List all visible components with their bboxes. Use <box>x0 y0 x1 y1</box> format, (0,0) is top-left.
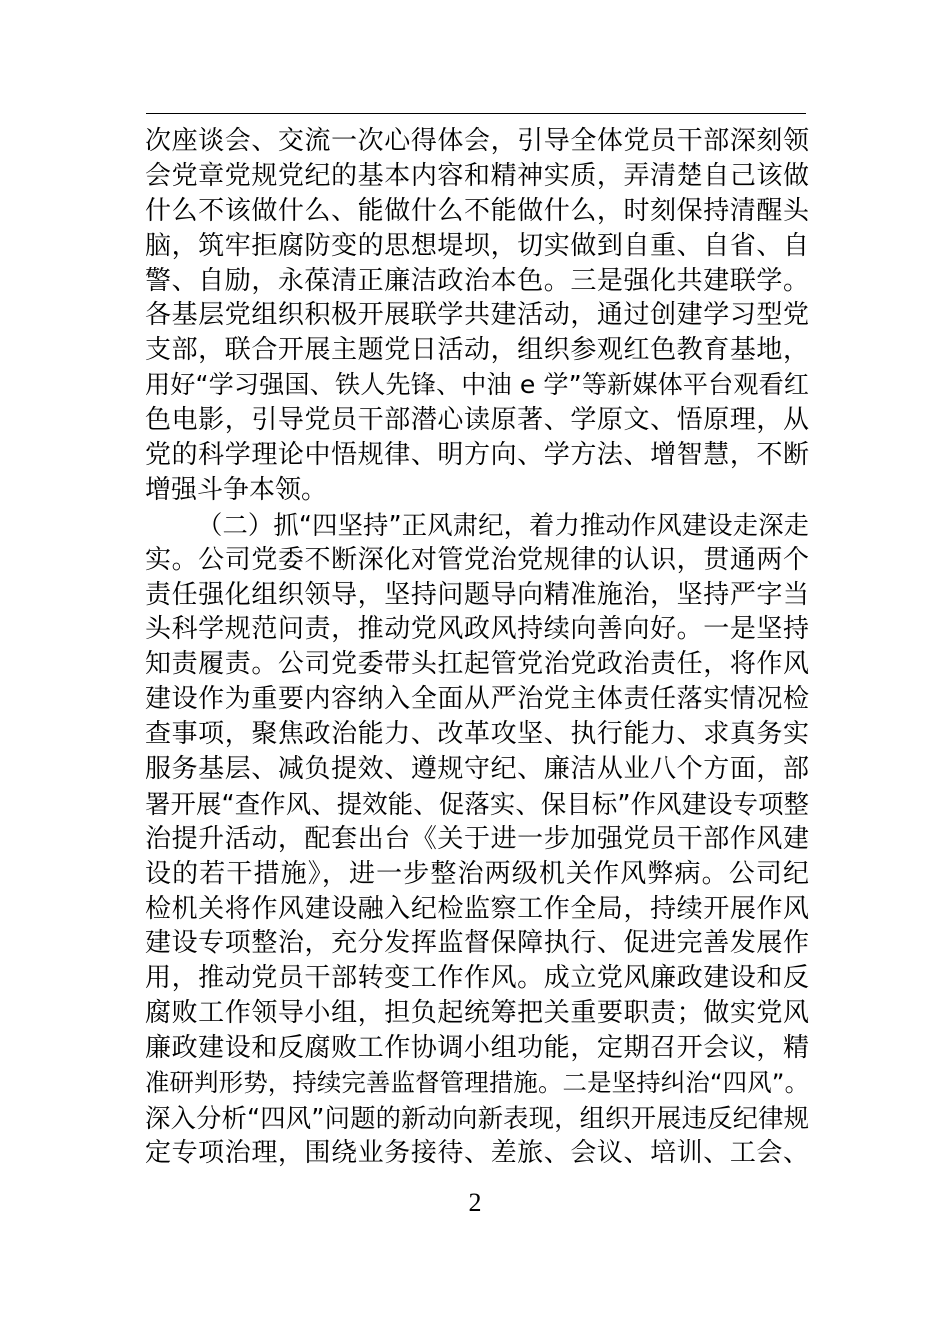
page-number: 2 <box>468 1188 482 1217</box>
body-text <box>145 124 809 1171</box>
text-line: 头科学规范问责，推动党风政风持续向善向好。一是坚持 <box>145 614 809 645</box>
text-line: 色电影，引导党员干部潜心读原著、学原文、悟原理，从 <box>145 405 809 436</box>
text-line: 警、自励，永葆清正廉洁政治本色。三是强化共建联学。 <box>145 265 809 296</box>
text-line: 定专项治理，围绕业务接待、差旅、会议、培训、工会、 <box>145 1137 809 1168</box>
text-line: 治提升活动，配套出台《关于进一步加强党员干部作风建 <box>145 823 809 854</box>
text-line: 服务基层、减负提效、遵规守纪、廉洁从业八个方面，部 <box>145 754 809 785</box>
text-line: 建设专项整治，充分发挥监督保障执行、促进完善发展作 <box>145 928 809 959</box>
text-line: 知责履责。公司党委带头扛起管党治党政治责任，将作风 <box>145 649 809 680</box>
text-line: 次座谈会、交流一次心得体会，引导全体党员干部深刻领 <box>145 126 809 156</box>
text-line: 署开展“查作风、提效能、促落实、保目标”作风建设专项整 <box>145 788 809 819</box>
paragraph-heading-line: （二）抓“四坚持”正风肃纪，着力推动作风建设走深走 <box>197 509 809 540</box>
text-line: 设的若干措施》，进一步整治两级机关作风弊病。公司纪 <box>145 858 809 889</box>
text-line: 腐败工作领导小组，担负起统筹把关重要职责；做实党风 <box>145 998 809 1029</box>
header-rule <box>146 113 806 114</box>
text-line: 什么不该做什么、能做什么不能做什么，时刻保持清醒头 <box>145 195 809 226</box>
text-line: 脑，筑牢拒腐防变的思想堤坝，切实做到自重、自省、自 <box>145 230 809 261</box>
text-line: 党的科学理论中悟规律、明方向、学方法、增智慧，不断 <box>145 440 809 471</box>
text-line: 实。公司党委不断深化对管党治党规律的认识，贯通两个 <box>145 544 809 575</box>
text-line: 责任强化组织领导，坚持问题导向精准施治，坚持严字当 <box>145 579 809 610</box>
text-line: 准研判形势，持续完善监督管理措施。二是坚持纠治“四风”。 <box>145 1068 809 1098</box>
text-line: 检机关将作风建设融入纪检监察工作全局，持续开展作风 <box>145 893 809 924</box>
text-line: 支部，联合开展主题党日活动，组织参观红色教育基地， <box>145 335 809 366</box>
text-line: 深入分析“四风”问题的新动向新表现，组织开展违反纪律规 <box>145 1102 809 1133</box>
text-line: 查事项，聚焦政治能力、改革攻坚、执行能力、求真务实 <box>145 719 809 750</box>
text-line: 廉政建设和反腐败工作协调小组功能，定期召开会议，精 <box>145 1033 809 1064</box>
text-line: 建设作为重要内容纳入全面从严治党主体责任落实情况检 <box>145 684 809 715</box>
text-line: 各基层党组织积极开展联学共建活动，通过创建学习型党 <box>145 300 809 331</box>
text-line: 用好“学习强国、铁人先锋、中油 e 学”等新媒体平台观看红 <box>145 370 809 400</box>
text-line: 用，推动党员干部转变工作作风。成立党风廉政建设和反 <box>145 963 809 994</box>
text-line: 增强斗争本领。 <box>145 474 328 505</box>
text-line: 会党章党规党纪的基本内容和精神实质，弄清楚自己该做 <box>145 160 809 191</box>
